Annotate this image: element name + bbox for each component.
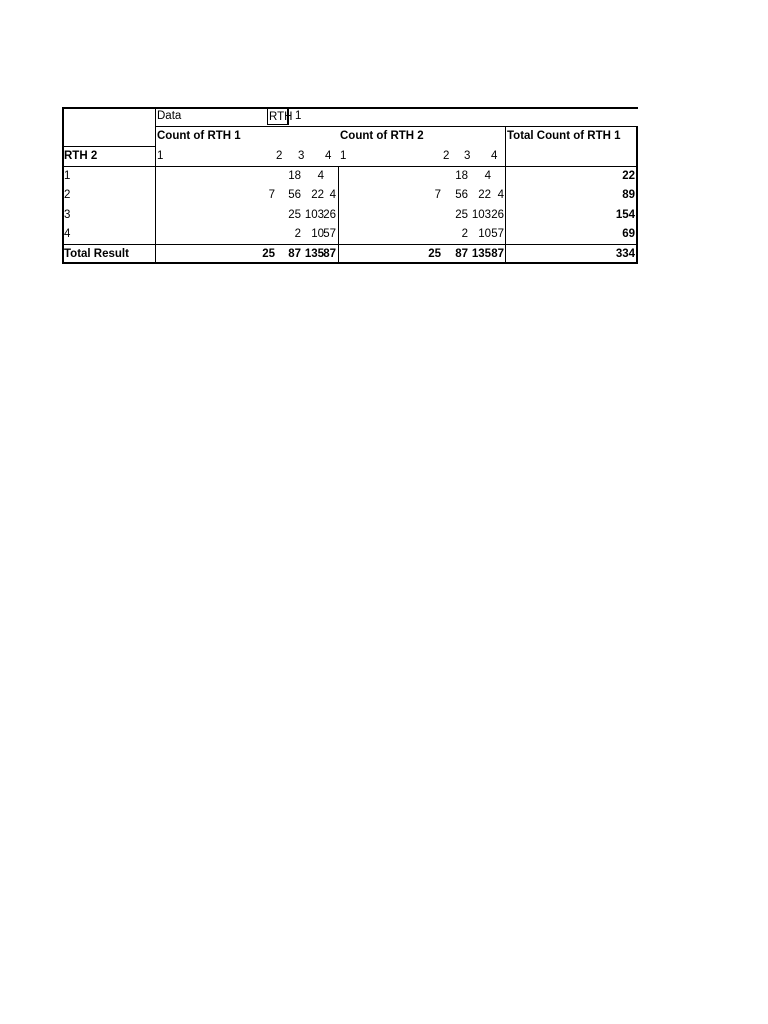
rth2-count-cell: 25 <box>455 209 468 221</box>
rth2-count-cell: 4 <box>484 170 491 182</box>
top-border <box>62 107 638 109</box>
rth2-count-cell: 2 <box>461 228 468 240</box>
rth1-count-cell: 18 <box>288 170 301 182</box>
rth1-count-cell: 10 <box>311 228 324 240</box>
column-key-rth1-4: 4 <box>325 150 332 162</box>
rth1-count-cell: 2 <box>294 228 301 240</box>
rth1-total-cell: 87 <box>288 248 301 260</box>
total-count-header: Total Count of RTH 1 <box>507 130 621 142</box>
row-label: 1 <box>64 170 71 182</box>
right-border <box>636 126 638 264</box>
total-divider <box>505 126 506 264</box>
rth2-count-cell: 10 <box>478 228 491 240</box>
rth2-total-cell: 135 <box>471 248 491 260</box>
rth-field-button[interactable] <box>267 108 293 125</box>
row-field-label: RTH 2 <box>64 150 98 162</box>
rth2-count-cell: 103 <box>471 209 491 221</box>
body-top-border <box>62 166 638 167</box>
row-label: 3 <box>64 209 71 221</box>
total-row-top-border <box>62 244 638 245</box>
rth1-count-cell: 4 <box>317 170 324 182</box>
block-divider <box>338 166 339 264</box>
rth2-count-cell: 26 <box>491 209 504 221</box>
column-key-rth2-1: 1 <box>340 150 347 162</box>
rth1-total-cell: 87 <box>323 248 336 260</box>
row-total-cell: 89 <box>622 189 635 201</box>
bottom-border <box>62 262 638 264</box>
total-result-label: Total Result <box>64 248 129 260</box>
count-rth2-header: Count of RTH 2 <box>340 130 424 142</box>
rth1-count-cell: 7 <box>268 189 275 201</box>
rth2-count-cell: 4 <box>497 189 504 201</box>
row-label: 2 <box>64 189 71 201</box>
rth1-total-cell: 25 <box>262 248 275 260</box>
rth1-count-cell: 103 <box>304 209 324 221</box>
rth-field-button-label: RTH <box>269 111 293 123</box>
data-field-label: Data <box>157 110 182 122</box>
column-key-rth2-3: 3 <box>464 150 471 162</box>
rowfield-divider <box>62 146 155 147</box>
field-value: 1 <box>295 110 302 122</box>
column-key-rth2-2: 2 <box>443 150 450 162</box>
rth2-count-cell <box>474 168 504 184</box>
rth1-count-cell: 4 <box>329 189 336 201</box>
rowlabel-divider <box>155 107 156 264</box>
rth2-total-cell: 25 <box>428 248 441 260</box>
row-total-cell: 154 <box>615 209 635 221</box>
row-total-cell: 22 <box>622 170 635 182</box>
column-key-rth2-4: 4 <box>491 150 498 162</box>
pivot-table <box>62 107 638 264</box>
rth2-count-cell: 57 <box>491 228 504 240</box>
row-label: 4 <box>64 228 71 240</box>
rth1-count-cell: 26 <box>323 209 336 221</box>
rth2-count-cell: 56 <box>455 189 468 201</box>
column-key-rth1-2: 2 <box>276 150 283 162</box>
rth1-count-cell: 22 <box>311 189 324 201</box>
rth1-count-cell <box>306 168 336 184</box>
rth1-count-cell: 56 <box>288 189 301 201</box>
rth2-count-cell <box>411 168 441 184</box>
rth2-count-cell: 7 <box>434 189 441 201</box>
rth2-count-cell <box>411 207 441 223</box>
rth1-total-cell: 135 <box>304 248 324 260</box>
rth2-total-cell: 87 <box>491 248 504 260</box>
column-key-rth1-3: 3 <box>298 150 305 162</box>
rth2-total-cell: 87 <box>455 248 468 260</box>
rth2-count-cell: 22 <box>478 189 491 201</box>
rth2-count-cell <box>411 226 441 242</box>
rth1-count-cell: 25 <box>288 209 301 221</box>
rth1-count-cell: 57 <box>323 228 336 240</box>
row-total-cell: 69 <box>622 228 635 240</box>
column-key-rth1-1: 1 <box>157 150 164 162</box>
grand-total-cell: 334 <box>615 248 635 260</box>
count-rth1-header: Count of RTH 1 <box>157 130 241 142</box>
header-divider <box>155 126 638 127</box>
rth2-count-cell: 18 <box>455 170 468 182</box>
